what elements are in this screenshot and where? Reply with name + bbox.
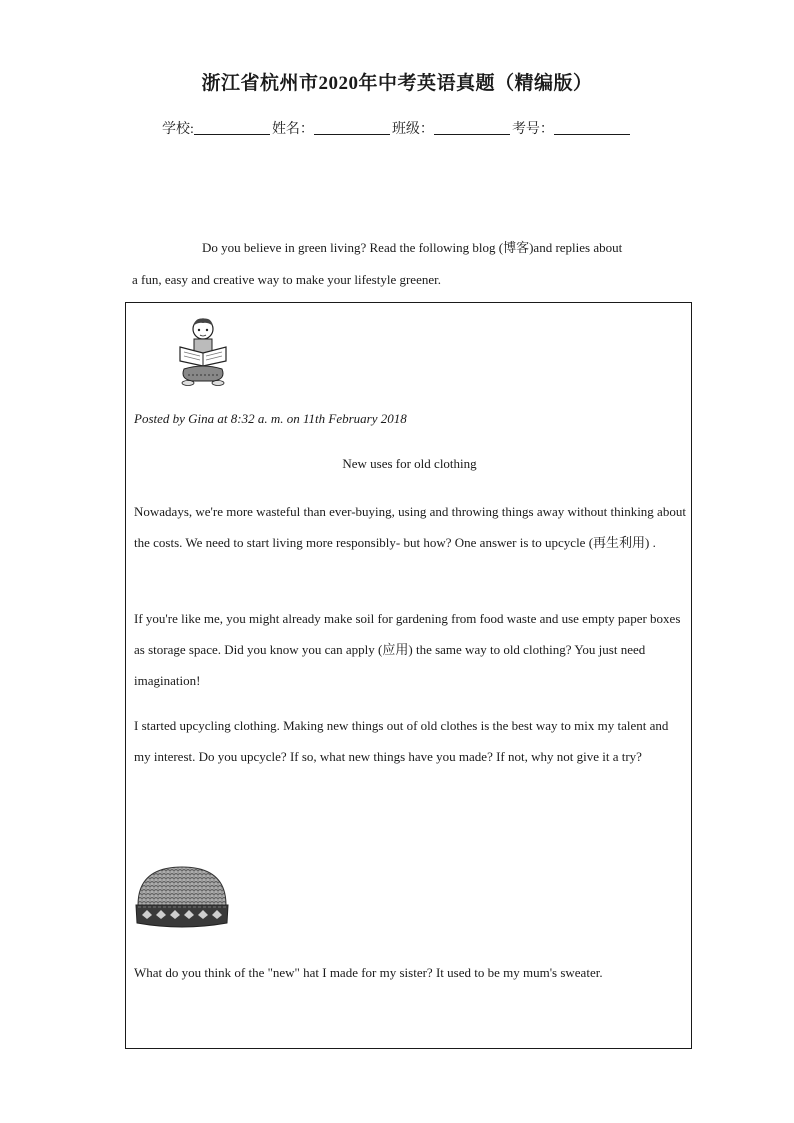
class-label: 班级： bbox=[391, 122, 434, 137]
reading-child-icon bbox=[174, 317, 232, 387]
class-field[interactable] bbox=[434, 120, 510, 135]
blog-paragraph-1: Nowadays, we're more wasteful than ever-buying, using and throwing things away without thinking about the costs. We need to start living more responsibly- but how? One answer is to upcycle (再生利用) . bbox=[134, 504, 686, 550]
intro-line-1: Do you believe in green living? Read the following blog (博客)and replies about bbox=[202, 240, 623, 255]
school-field[interactable] bbox=[194, 120, 270, 135]
exam-no-field[interactable] bbox=[554, 120, 630, 135]
page-title: 浙江省杭州市2020年中考英语真题（精编版） bbox=[201, 73, 593, 94]
name-label: 姓名： bbox=[271, 122, 314, 137]
school-label: 学校: bbox=[162, 122, 194, 137]
name-field[interactable] bbox=[314, 120, 390, 135]
blog-paragraph-2: If you're like me, you might already make soil for gardening from food waste and use empty paper boxes as storage space. Did you know you can apply (应用) the same way to old clothing? You just need imagination! bbox=[134, 611, 681, 688]
post-meta: Posted by Gina at 8:32 a. m. on 11th February 2018 bbox=[134, 411, 407, 426]
student-info-line bbox=[0, 118, 794, 138]
blog-post-box bbox=[125, 302, 692, 1049]
hat-caption: What do you think of the "new" hat I made for my sister? It used to be my mum's sweater. bbox=[134, 965, 603, 980]
blog-title: New uses for old clothing bbox=[342, 456, 477, 471]
intro-text bbox=[132, 232, 662, 296]
intro-line-2: a fun, easy and creative way to make your lifestyle greener. bbox=[132, 272, 441, 287]
exam-no-label: 考号： bbox=[511, 122, 554, 137]
blog-paragraph-3: I started upcycling clothing. Making new things out of old clothes is the best way to mix my talent and my interest. Do you upcycle? If so, what new things have you made? If not, why not give it a try? bbox=[134, 718, 669, 764]
knitted-hat-icon bbox=[134, 865, 230, 931]
